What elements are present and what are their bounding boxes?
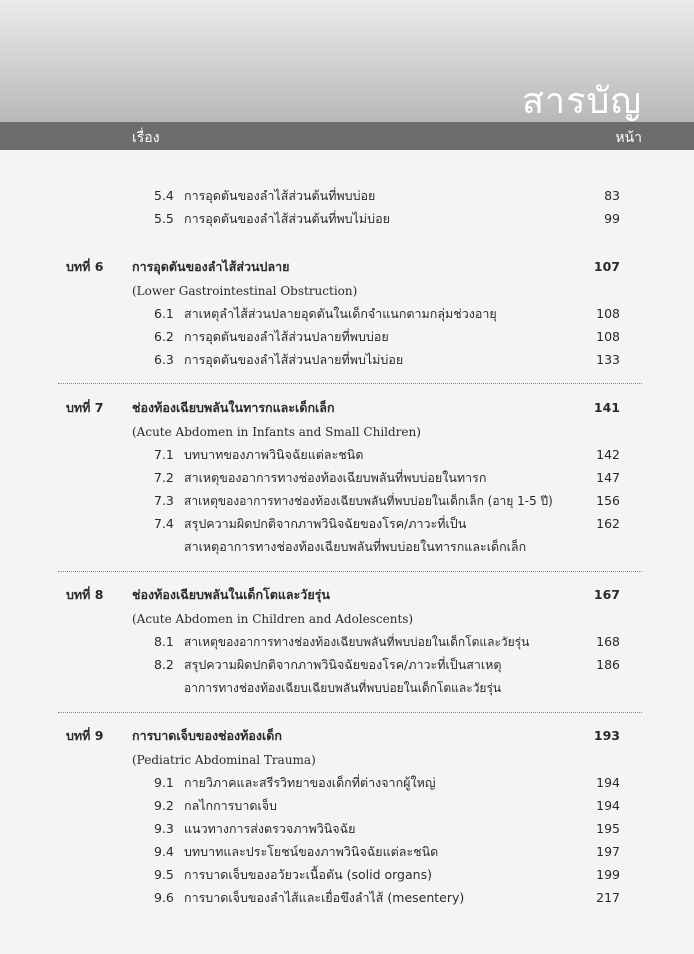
entry-number: 9.6	[154, 890, 174, 905]
entry-text: บทบาทของภาพวินิจฉัยแต่ละชนิด	[184, 447, 364, 462]
english-title: (Lower Gastrointestinal Obstruction)	[132, 284, 358, 298]
entry-number: 9.5	[154, 867, 174, 882]
english-title: (Acute Abdomen in Children and Adolescents)	[132, 612, 414, 626]
toc-entry-continuation	[0, 677, 694, 699]
entry-number: 9.1	[154, 775, 174, 790]
entry-number: 6.2	[154, 329, 174, 344]
entry-text: กลไกการบาดเจ็บ	[184, 798, 277, 813]
entry-number: 6.1	[154, 306, 174, 321]
chapter-heading[interactable]	[0, 725, 694, 747]
chapter-label: บทที่ 7	[66, 400, 104, 415]
entry-page: 142	[596, 447, 620, 462]
entry-text: การอุดตันของลำไส้ส่วนต้นที่พบบ่อย	[184, 188, 376, 203]
entry-page: 194	[596, 775, 620, 790]
chapter-page: 167	[593, 587, 620, 602]
entry-text-continuation: สาเหตุอาการทางช่องท้องเฉียบพลันที่พบบ่อยในทารกและเด็กเล็ก	[184, 539, 527, 554]
toc-entry[interactable]	[0, 349, 694, 371]
entry-text: การอุดตันของลำไส้ส่วนปลายที่พบไม่บ่อย	[184, 352, 404, 367]
entry-text: สรุปความผิดปกติจากภาพวินิจฉัยของโรค/ภาวะที่เป็นสาเหตุ	[184, 657, 502, 672]
entry-text: การบาดเจ็บของอวัยวะเนื้อตัน (solid organs)	[184, 867, 432, 882]
toc-entry[interactable]	[0, 631, 694, 653]
chapter-english-title	[0, 608, 694, 630]
entry-page: 195	[596, 821, 620, 836]
chapter-title: การบาดเจ็บของช่องท้องเด็ก	[132, 728, 282, 743]
toc-entry[interactable]	[0, 772, 694, 794]
toc-entry[interactable]	[0, 303, 694, 325]
chapter-heading[interactable]	[0, 256, 694, 278]
entry-number: 5.5	[154, 211, 174, 226]
entry-page: 186	[596, 657, 620, 672]
toc-entry[interactable]	[0, 795, 694, 817]
page-title: สารบัญ	[521, 81, 642, 122]
entry-number: 7.3	[154, 493, 174, 508]
entry-page: 99	[604, 211, 620, 226]
entry-number: 7.4	[154, 516, 174, 531]
entry-text: สาเหตุลำไส้ส่วนปลายอุดตันในเด็กจำแนกตามกลุ่มช่วงอายุ	[184, 306, 497, 321]
entry-text: แนวทางการส่งตรวจภาพวินิจฉัย	[184, 821, 356, 836]
toc-entry[interactable]	[0, 887, 694, 909]
chapter-page: 141	[593, 400, 620, 415]
section-divider	[58, 383, 642, 384]
toc-entry[interactable]	[0, 467, 694, 489]
entry-page: 199	[596, 867, 620, 882]
entry-text-continuation: อาการทางช่องท้องเฉียบเฉียบพลันที่พบบ่อยในเด็กโตและวัยรุ่น	[184, 681, 502, 695]
toc-entry[interactable]	[0, 818, 694, 840]
entry-text: การบาดเจ็บของลำไส้และเยื่อขึงลำไส้ (mesentery)	[184, 890, 465, 905]
english-title: (Pediatric Abdominal Trauma)	[132, 753, 316, 767]
entry-text: กายวิภาคและสรีรวิทยาของเด็กที่ต่างจากผู้ใหญ่	[184, 775, 436, 790]
chapter-heading[interactable]	[0, 584, 694, 606]
toc-entry[interactable]	[0, 654, 694, 676]
chapter-english-title	[0, 421, 694, 443]
toc-entry[interactable]	[0, 185, 694, 207]
chapter-title: ช่องท้องเฉียบพลันในเด็กโตและวัยรุ่น	[132, 587, 330, 602]
chapter-heading[interactable]	[0, 397, 694, 419]
toc-entry[interactable]	[0, 841, 694, 863]
entry-number: 9.4	[154, 844, 174, 859]
toc-entry[interactable]	[0, 513, 694, 535]
toc-entry[interactable]	[0, 208, 694, 230]
header-topic-label: เรื่อง	[132, 130, 160, 146]
entry-number: 8.1	[154, 634, 174, 649]
chapter-label: บทที่ 9	[66, 728, 104, 743]
section-divider	[58, 571, 642, 572]
entry-page: 168	[596, 634, 620, 649]
chapter-label: บทที่ 8	[66, 587, 104, 602]
entry-page: 83	[604, 188, 620, 203]
entry-text: สรุปความผิดปกติจากภาพวินิจฉัยของโรค/ภาวะที่เป็น	[184, 516, 467, 531]
entry-number: 9.3	[154, 821, 174, 836]
entry-number: 5.4	[154, 188, 174, 203]
entry-page: 108	[596, 329, 620, 344]
entry-page: 108	[596, 306, 620, 321]
entry-text: การอุดตันของลำไส้ส่วนปลายที่พบบ่อย	[184, 329, 389, 344]
chapter-label: บทที่ 6	[66, 259, 104, 274]
entry-text: บทบาทและประโยชน์ของภาพวินิจฉัยแต่ละชนิด	[184, 844, 439, 859]
chapter-title: การอุดตันของลำไส้ส่วนปลาย	[132, 259, 290, 274]
entry-page: 156	[596, 493, 620, 508]
column-header-bar	[0, 122, 694, 150]
chapter-english-title	[0, 749, 694, 771]
toc-entry[interactable]	[0, 444, 694, 466]
entry-page: 197	[596, 844, 620, 859]
chapter-english-title	[0, 280, 694, 302]
header-page-label: หน้า	[615, 130, 642, 146]
entry-page: 133	[596, 352, 620, 367]
toc-entry[interactable]	[0, 326, 694, 348]
entry-text: สาเหตุของอาการทางช่องท้องเฉียบพลันที่พบบ่อยในเด็กเล็ก (อายุ 1-5 ปี)	[184, 494, 553, 508]
entry-number: 6.3	[154, 352, 174, 367]
english-title: (Acute Abdomen in Infants and Small Children)	[132, 425, 421, 439]
toc-entry-continuation	[0, 536, 694, 558]
chapter-page: 107	[593, 259, 620, 274]
chapter-title: ช่องท้องเฉียบพลันในทารกและเด็กเล็ก	[132, 400, 335, 415]
toc-entry[interactable]	[0, 864, 694, 886]
entry-text: การอุดตันของลำไส้ส่วนต้นที่พบไม่บ่อย	[184, 211, 390, 226]
entry-number: 7.1	[154, 447, 174, 462]
entry-page: 147	[596, 470, 620, 485]
entry-page: 162	[596, 516, 620, 531]
entry-text: สาเหตุของอาการทางช่องท้องเฉียบพลันที่พบบ่อยในเด็กโตและวัยรุ่น	[184, 635, 530, 649]
entry-page: 194	[596, 798, 620, 813]
entry-number: 9.2	[154, 798, 174, 813]
entry-number: 8.2	[154, 657, 174, 672]
chapter-page: 193	[593, 728, 620, 743]
entry-page: 217	[596, 890, 620, 905]
toc-entry[interactable]	[0, 490, 694, 512]
entry-text: สาเหตุของอาการทางช่องท้องเฉียบพลันที่พบบ่อยในทารก	[184, 470, 487, 485]
entry-number: 7.2	[154, 470, 174, 485]
section-divider	[58, 712, 642, 713]
